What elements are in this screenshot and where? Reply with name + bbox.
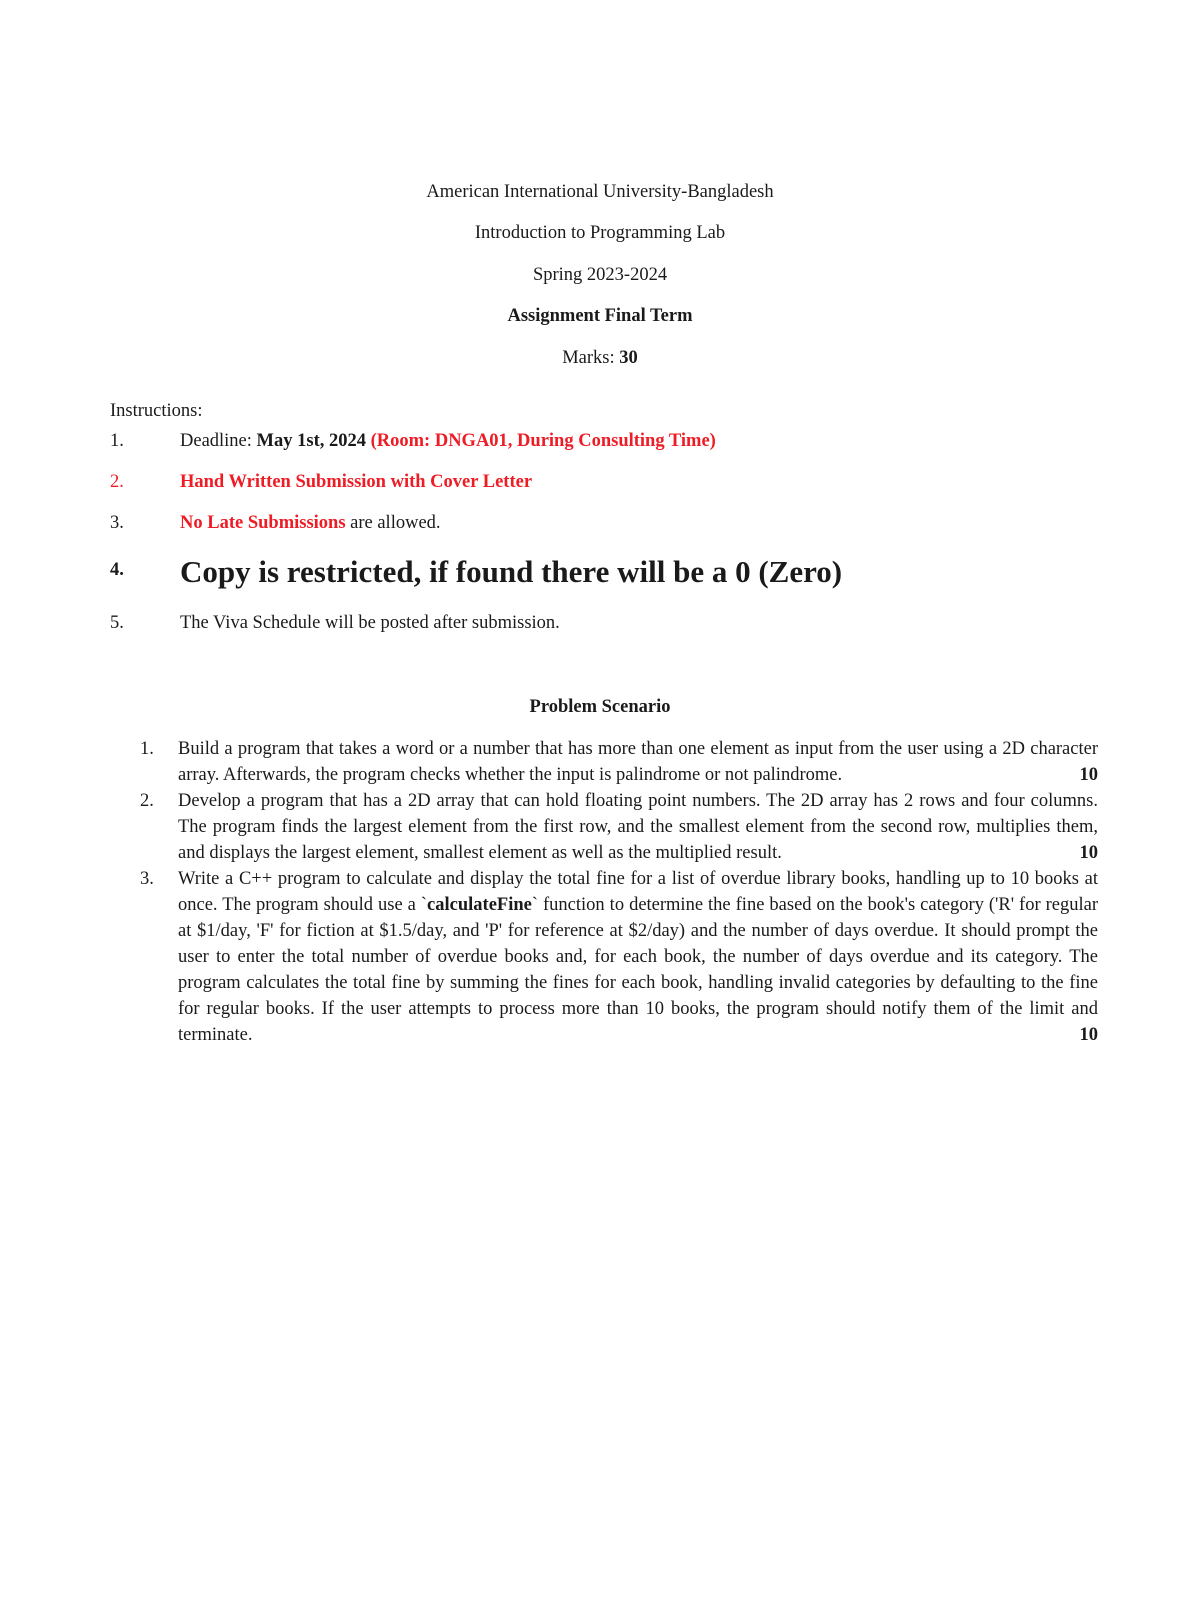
problem-number: 1.	[140, 739, 154, 759]
problem-description: Build a program that takes a word or a number that has more than one element as input from the user using a 2D character array. Afterwards, the program checks whether the input is palindrome or not palindrome.	[178, 739, 1098, 785]
instruction-text	[180, 429, 716, 453]
problem-text	[178, 736, 1098, 788]
semester: Spring 2023-2024	[532, 265, 668, 285]
problem-number: 2.	[140, 791, 154, 811]
instruction-text: The Viva Schedule will be posted after submission.	[180, 613, 560, 633]
assignment-title: Assignment Final Term	[507, 306, 693, 326]
instruction-text: Hand Written Submission with Cover Letter	[180, 472, 533, 492]
problem-marks: 10	[1079, 765, 1098, 785]
marks-label: Marks:	[562, 348, 620, 368]
university-name: American International University-Bangladesh	[426, 182, 774, 202]
marks-line	[0, 346, 1200, 370]
problem-scenario-title: Problem Scenario	[529, 697, 671, 717]
problem-text	[178, 788, 1098, 866]
deadline-room: (Room: DNGA01, During Consulting Time)	[366, 431, 716, 451]
no-late-label: No Late Submissions	[180, 513, 346, 533]
problem-text	[178, 866, 1098, 1048]
instruction-text	[180, 511, 441, 535]
instruction-number: 5.	[110, 613, 124, 633]
instruction-number: 2.	[110, 472, 124, 492]
function-name: calculateFine	[427, 895, 532, 915]
deadline-date: May 1st, 2024	[256, 431, 366, 451]
instruction-number: 1.	[110, 431, 124, 451]
no-late-rest: are allowed.	[345, 513, 441, 533]
problem-marks: 10	[1079, 843, 1098, 863]
instruction-number: 4.	[110, 560, 124, 580]
deadline-label: Deadline:	[180, 431, 257, 451]
problem-marks: 10	[1079, 1025, 1098, 1045]
instruction-text: Copy is restricted, if found there will be a 0 (Zero)	[180, 554, 843, 589]
instructions-label: Instructions:	[110, 401, 203, 421]
problem-description-cont: ` function to determine the fine based on the book's category ('R' for regular at $1/day, 'F' for fiction at $1.5/day, and 'P' for reference at $2/day) and the number of days overdue. It should prompt the user to enter the total number of overdue books and, for each book, the number of days overdue and its category. The program calculates the total fine by summing the fines for each book, handling invalid categories by defaulting to the fine for regular books. If the user attempts to process more than 10 books, the program should notify them of the limit and terminate.	[178, 895, 1098, 1045]
problem-description: Develop a program that has a 2D array that can hold floating point numbers. The 2D array has 2 rows and four columns. The program finds the largest element from the first row, and the smallest element from the second row, multiplies them, and displays the largest element, smallest element as well as the multiplied result.	[178, 791, 1098, 863]
problem-number: 3.	[140, 869, 154, 889]
instruction-number: 3.	[110, 513, 124, 533]
problem-description: Write a C++ program to calculate and display the total fine for a list of overdue library books, handling up to 10 books at once. The program should use a `	[178, 869, 1098, 915]
course-name: Introduction to Programming Lab	[474, 223, 726, 243]
marks-value: 30	[619, 348, 638, 368]
